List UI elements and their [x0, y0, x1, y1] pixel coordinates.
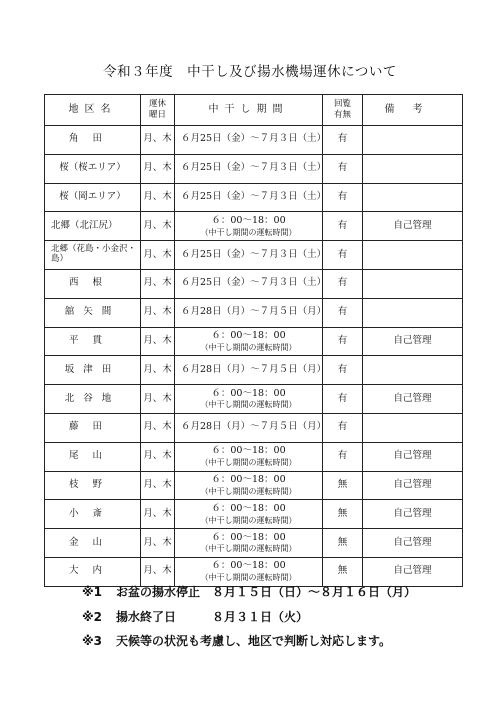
cell-period: ６月28日（月）〜７月５日（月）	[175, 413, 323, 442]
cell-period: ６月25日（金）〜７月３日（土）	[175, 126, 323, 155]
cell-remark	[363, 241, 463, 270]
cell-remark	[363, 413, 463, 442]
table-row	[45, 126, 463, 155]
cell-period: ６月25日（金）〜７月３日（土）	[175, 183, 323, 212]
cell-remark	[363, 126, 463, 155]
cell-period: ６：00〜18：00 （中干し期間の運転時間）	[175, 212, 323, 241]
header-day: 運休 曜日	[141, 95, 175, 126]
cell-remark: 自己管理	[363, 385, 463, 414]
table-row	[45, 500, 463, 529]
cell-day: 月、木	[141, 298, 175, 327]
cell-day: 月、木	[141, 356, 175, 385]
cell-remark	[363, 298, 463, 327]
cell-reply: 有	[323, 385, 363, 414]
header-area: 地区名	[45, 95, 141, 126]
cell-area: 枝野	[45, 471, 141, 500]
cell-remark	[363, 183, 463, 212]
cell-day: 月、木	[141, 413, 175, 442]
table-row	[45, 241, 463, 270]
cell-area: 小斎	[45, 500, 141, 529]
note-3: ※3 天候等の状況も考慮し、地区で判断し対応します。	[82, 634, 392, 648]
cell-remark: 自己管理	[363, 212, 463, 241]
cell-period: ６：00〜18：00 （中干し期間の運転時間）	[175, 529, 323, 558]
cell-reply: 有	[323, 442, 363, 471]
table-row	[45, 154, 463, 183]
cell-remark: 自己管理	[363, 327, 463, 356]
schedule-table	[44, 94, 463, 587]
cell-day: 月、木	[141, 212, 175, 241]
cell-day: 月、木	[141, 154, 175, 183]
table-row	[45, 442, 463, 471]
cell-day: 月、木	[141, 327, 175, 356]
cell-area: 桜（桜エリア）	[45, 154, 141, 183]
cell-reply: 有	[323, 212, 363, 241]
cell-reply: 無	[323, 557, 363, 586]
cell-reply: 有	[323, 298, 363, 327]
cell-period: ６：00〜18：00 （中干し期間の運転時間）	[175, 327, 323, 356]
cell-area: 西根	[45, 269, 141, 298]
cell-remark	[363, 269, 463, 298]
header-period: 中干し期間	[175, 95, 323, 126]
cell-reply: 有	[323, 241, 363, 270]
cell-day: 月、木	[141, 557, 175, 586]
cell-reply: 有	[323, 413, 363, 442]
cell-reply: 有	[323, 356, 363, 385]
cell-period: ６：00〜18：00 （中干し期間の運転時間）	[175, 471, 323, 500]
cell-area: 角田	[45, 126, 141, 155]
cell-day: 月、木	[141, 385, 175, 414]
cell-reply: 無	[323, 529, 363, 558]
cell-day: 月、木	[141, 529, 175, 558]
cell-remark: 自己管理	[363, 529, 463, 558]
note-2: ※2 揚水終了日 ８月３１日（火）	[82, 609, 309, 624]
cell-area: 坂津田	[45, 356, 141, 385]
cell-area: 金山	[45, 529, 141, 558]
cell-period: ６月28日（月）〜７月５日（月）	[175, 298, 323, 327]
cell-reply: 有	[323, 154, 363, 183]
page-title: 令和３年度 中干し及び揚水機場運休について	[103, 64, 397, 80]
cell-day: 月、木	[141, 126, 175, 155]
cell-reply: 無	[323, 500, 363, 529]
header-reply: 回覧 有無	[323, 95, 363, 126]
cell-reply: 有	[323, 269, 363, 298]
cell-area: 平貫	[45, 327, 141, 356]
cell-remark: 自己管理	[363, 442, 463, 471]
cell-area: 桜（岡エリア）	[45, 183, 141, 212]
table-row	[45, 413, 463, 442]
cell-period: ６：00〜18：00 （中干し期間の運転時間）	[175, 442, 323, 471]
cell-area: 北谷地	[45, 385, 141, 414]
cell-area: 北郷（北江尻）	[45, 212, 141, 241]
cell-period: ６月28日（月）〜７月５日（月）	[175, 356, 323, 385]
cell-day: 月、木	[141, 269, 175, 298]
cell-remark	[363, 154, 463, 183]
cell-area: 藤田	[45, 413, 141, 442]
header-row	[45, 95, 463, 126]
cell-day: 月、木	[141, 442, 175, 471]
cell-reply: 有	[323, 126, 363, 155]
cell-remark: 自己管理	[363, 500, 463, 529]
cell-day: 月、木	[141, 183, 175, 212]
table-row	[45, 557, 463, 586]
cell-area: 北郷（花島・小金沢・島）	[45, 241, 141, 270]
table-row	[45, 269, 463, 298]
table-row	[45, 298, 463, 327]
cell-period: ６月25日（金）〜７月３日（土）	[175, 269, 323, 298]
cell-period: ６月25日（金）〜７月３日（土）	[175, 154, 323, 183]
table-row	[45, 212, 463, 241]
cell-reply: 有	[323, 327, 363, 356]
table-row	[45, 327, 463, 356]
table-row	[45, 529, 463, 558]
cell-remark: 自己管理	[363, 557, 463, 586]
cell-day: 月、木	[141, 471, 175, 500]
cell-reply: 有	[323, 183, 363, 212]
table-row	[45, 356, 463, 385]
cell-period: ６：00〜18：00 （中干し期間の運転時間）	[175, 557, 323, 586]
cell-day: 月、木	[141, 241, 175, 270]
table-row	[45, 385, 463, 414]
table-row	[45, 183, 463, 212]
cell-remark	[363, 356, 463, 385]
notes-section	[82, 583, 416, 657]
cell-area: 尾山	[45, 442, 141, 471]
cell-remark: 自己管理	[363, 471, 463, 500]
cell-period: ６月25日（金）〜７月３日（土）	[175, 241, 323, 270]
cell-day: 月、木	[141, 500, 175, 529]
cell-area: 舘矢間	[45, 298, 141, 327]
cell-area: 大内	[45, 557, 141, 586]
cell-period: ６：00〜18：00 （中干し期間の運転時間）	[175, 500, 323, 529]
header-remarks: 備考	[363, 95, 463, 126]
note-1: ※1 お盆の揚水停止 ８月１５日（日）〜８月１６日（月）	[82, 585, 417, 599]
table-row	[45, 471, 463, 500]
cell-period: ６：00〜18：00 （中干し期間の運転時間）	[175, 385, 323, 414]
cell-reply: 無	[323, 471, 363, 500]
